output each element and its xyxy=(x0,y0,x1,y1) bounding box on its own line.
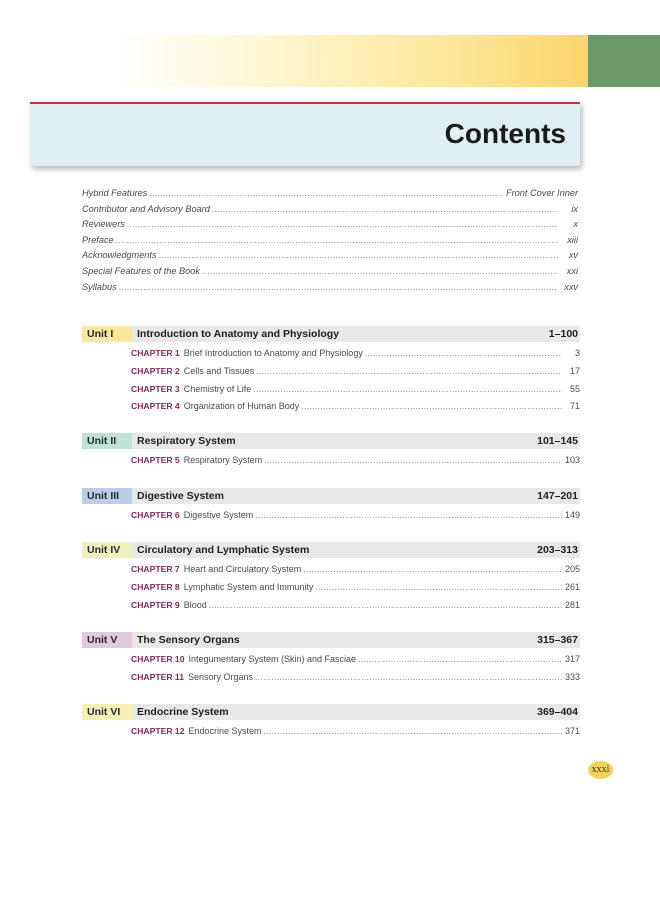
front-matter-page: xxi xyxy=(566,265,578,276)
dot-leader xyxy=(256,367,562,376)
title-panel xyxy=(30,102,580,166)
chapter-entry[interactable] xyxy=(131,582,580,600)
chapter-number: CHAPTER 6 xyxy=(131,510,180,520)
chapter-page: 333 xyxy=(564,671,580,682)
unit-page-range: 1–100 xyxy=(548,328,578,340)
unit-header[interactable] xyxy=(82,542,580,558)
chapter-entry[interactable] xyxy=(131,348,580,366)
chapter-number: CHAPTER 10 xyxy=(131,654,185,664)
dot-leader xyxy=(315,583,562,592)
front-matter-page: x xyxy=(573,219,578,230)
front-matter-item[interactable] xyxy=(82,282,578,298)
dot-leader xyxy=(119,283,558,292)
dot-leader xyxy=(127,220,558,229)
unit-section-2 xyxy=(82,433,580,473)
chapter-number: CHAPTER 1 xyxy=(131,348,180,358)
unit-header[interactable] xyxy=(82,326,580,342)
chapter-entry[interactable] xyxy=(131,455,580,473)
dot-leader xyxy=(365,349,562,358)
front-matter-item[interactable] xyxy=(82,250,578,266)
front-matter-title: Hybrid Features xyxy=(82,188,148,198)
chapter-entry[interactable] xyxy=(131,564,580,582)
chapter-list xyxy=(131,510,580,528)
chapter-title: Integumentary System (Skin) and Fasciae xyxy=(188,654,357,664)
chapter-number: CHAPTER 7 xyxy=(131,564,180,574)
chapter-entry[interactable] xyxy=(131,600,580,618)
dot-leader xyxy=(212,205,558,214)
unit-page-range: 101–145 xyxy=(537,435,578,447)
front-matter-page: Front Cover Inner xyxy=(506,188,578,198)
front-matter-page: xv xyxy=(568,250,578,261)
unit-header[interactable] xyxy=(82,704,580,720)
front-matter-item[interactable] xyxy=(82,219,578,235)
unit-label: Unit VI xyxy=(82,704,132,720)
chapter-list xyxy=(131,348,580,419)
front-matter-title: Special Features of the Book xyxy=(82,265,200,276)
dot-leader xyxy=(202,267,558,276)
dot-leader xyxy=(255,673,562,682)
unit-label: Unit II xyxy=(82,433,132,449)
chapter-title: Chemistry of Life xyxy=(183,383,252,394)
chapter-page: 71 xyxy=(569,401,580,412)
dot-leader xyxy=(209,601,562,610)
front-matter-item[interactable] xyxy=(82,204,578,220)
front-matter-item[interactable] xyxy=(82,188,578,204)
chapter-entry[interactable] xyxy=(131,366,580,384)
front-matter-page: ix xyxy=(571,203,578,214)
front-matter-title: Reviewers xyxy=(82,219,125,230)
chapter-title: Lymphatic System and Immunity xyxy=(183,581,314,592)
chapter-page: 3 xyxy=(574,348,580,358)
front-matter-title: Syllabus xyxy=(82,281,117,292)
chapter-page: 55 xyxy=(569,383,580,394)
chapter-title: Endocrine System xyxy=(188,726,262,736)
front-matter-title: Contributor and Advisory Board xyxy=(82,203,210,214)
chapter-page: 205 xyxy=(564,564,580,574)
unit-label: Unit IV xyxy=(82,542,132,558)
front-matter-list xyxy=(82,188,578,297)
chapter-number: CHAPTER 12 xyxy=(131,726,185,736)
unit-section-1 xyxy=(82,326,580,419)
chapter-number: CHAPTER 4 xyxy=(131,401,180,412)
chapter-list xyxy=(131,654,580,690)
chapter-number: CHAPTER 3 xyxy=(131,383,180,394)
dot-leader xyxy=(255,511,562,520)
chapter-entry[interactable] xyxy=(131,384,580,402)
front-matter-item[interactable] xyxy=(82,235,578,251)
unit-title: Endocrine System xyxy=(137,706,229,718)
chapter-list xyxy=(131,564,580,617)
unit-header[interactable] xyxy=(82,433,580,449)
dot-leader xyxy=(358,655,562,664)
dot-leader xyxy=(264,456,562,465)
chapter-title: Sensory Organs xyxy=(188,671,254,682)
chapter-number: CHAPTER 2 xyxy=(131,365,180,376)
dot-leader xyxy=(159,251,558,260)
chapter-title: Digestive System xyxy=(183,510,254,520)
chapter-page: 261 xyxy=(564,581,580,592)
dot-leader xyxy=(116,236,558,245)
front-matter-page: xiii xyxy=(567,234,578,245)
front-matter-title: Preface xyxy=(82,234,114,245)
page-number-badge: xxxi xyxy=(588,761,613,779)
unit-header[interactable] xyxy=(82,632,580,648)
unit-section-5 xyxy=(82,632,580,690)
unit-page-range: 203–313 xyxy=(537,544,578,556)
header-green-block xyxy=(588,35,660,87)
unit-header[interactable] xyxy=(82,488,580,504)
page-title: Contents xyxy=(444,118,566,149)
unit-label: Unit I xyxy=(82,326,132,342)
chapter-entry[interactable] xyxy=(131,510,580,528)
chapter-page: 103 xyxy=(564,455,580,465)
chapter-number: CHAPTER 5 xyxy=(131,455,180,465)
chapter-title: Organization of Human Body xyxy=(183,401,300,412)
unit-page-range: 369–404 xyxy=(537,706,578,718)
front-matter-page: xxv xyxy=(564,281,578,292)
unit-section-3 xyxy=(82,488,580,528)
chapter-page: 317 xyxy=(564,654,580,664)
unit-page-range: 147–201 xyxy=(537,490,578,502)
header-gradient-band xyxy=(110,35,588,87)
unit-title: The Sensory Organs xyxy=(137,634,240,646)
chapter-entry[interactable] xyxy=(131,401,580,419)
chapter-page: 17 xyxy=(569,365,580,376)
dot-leader xyxy=(303,565,562,574)
chapter-page: 149 xyxy=(564,510,580,520)
chapter-number: CHAPTER 9 xyxy=(131,599,180,610)
chapter-title: Respiratory System xyxy=(183,455,263,465)
front-matter-item[interactable] xyxy=(82,266,578,282)
chapter-title: Brief Introduction to Anatomy and Physiology xyxy=(183,348,363,358)
chapter-list xyxy=(131,726,580,744)
chapter-number: CHAPTER 11 xyxy=(131,671,185,682)
unit-title: Respiratory System xyxy=(137,435,236,447)
chapter-title: Blood xyxy=(183,599,207,610)
chapter-title: Heart and Circulatory System xyxy=(183,564,302,574)
unit-label: Unit III xyxy=(82,488,132,504)
chapter-number: CHAPTER 8 xyxy=(131,581,180,592)
chapter-entry[interactable] xyxy=(131,654,580,672)
chapter-title: Cells and Tissues xyxy=(183,365,255,376)
unit-title: Circulatory and Lymphatic System xyxy=(137,544,310,556)
unit-title: Digestive System xyxy=(137,490,224,502)
unit-label: Unit V xyxy=(82,632,132,648)
dot-leader xyxy=(264,727,562,736)
chapter-page: 281 xyxy=(564,599,580,610)
front-matter-title: Acknowledgments xyxy=(82,250,157,261)
chapter-page: 371 xyxy=(564,726,580,736)
dot-leader xyxy=(253,385,562,394)
chapter-entry[interactable] xyxy=(131,672,580,690)
unit-section-4 xyxy=(82,542,580,617)
unit-section-6 xyxy=(82,704,580,744)
dot-leader xyxy=(301,402,562,411)
unit-title: Introduction to Anatomy and Physiology xyxy=(137,328,340,340)
chapter-entry[interactable] xyxy=(131,726,580,744)
unit-page-range: 315–367 xyxy=(537,634,578,646)
dot-leader xyxy=(149,189,504,198)
chapter-list xyxy=(131,455,580,473)
